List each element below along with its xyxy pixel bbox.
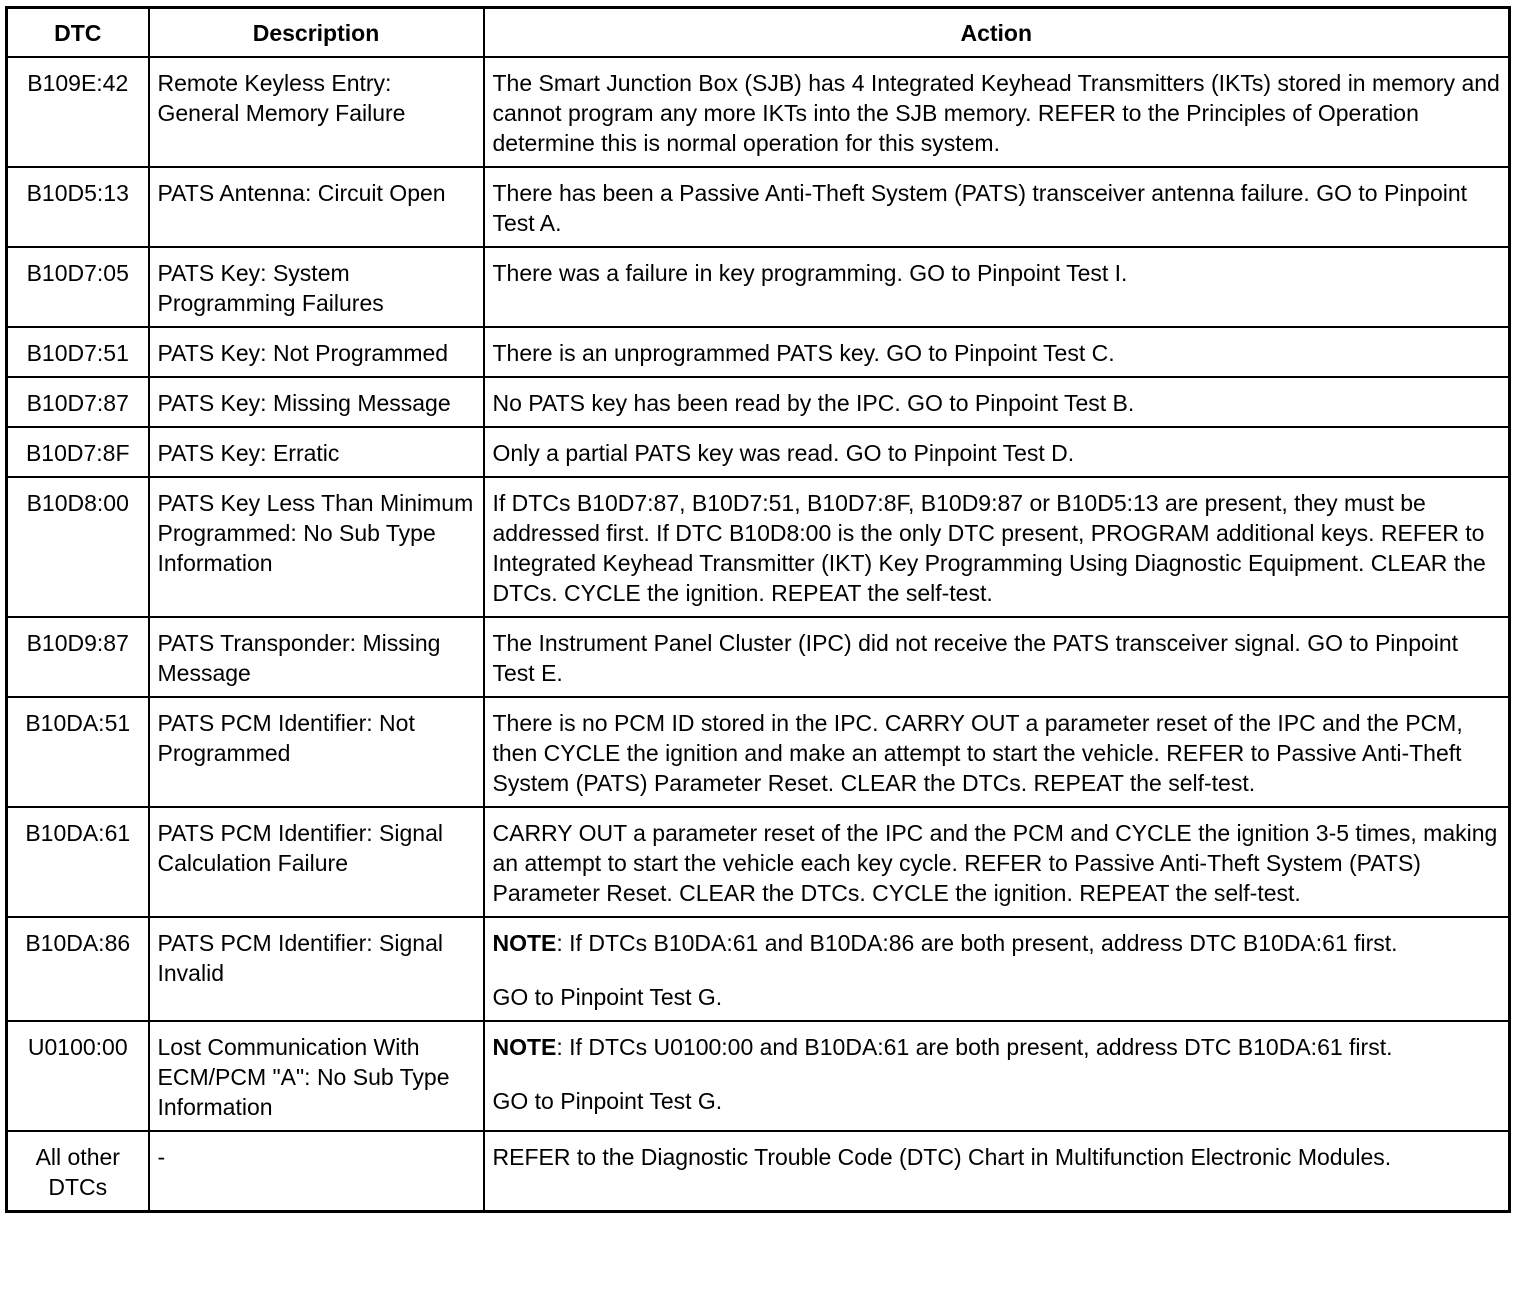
dtc-action: REFER to the Diagnostic Trouble Code (DTC) Chart in Multifunction Electronic Modules.	[484, 1131, 1510, 1212]
header-row	[7, 8, 1510, 58]
dtc-action: There is an unprogrammed PATS key. GO to Pinpoint Test C.	[484, 327, 1510, 377]
dtc-action	[484, 917, 1510, 1021]
dtc-description: Lost Communication With ECM/PCM "A": No Sub Type Information	[149, 1021, 484, 1131]
dtc-description: Remote Keyless Entry: General Memory Failure	[149, 57, 484, 167]
paragraph-gap	[493, 958, 1501, 982]
dtc-action: The Smart Junction Box (SJB) has 4 Integrated Keyhead Transmitters (IKTs) stored in memory and cannot program any more IKTs into the SJB memory. REFER to the Principles of Operation determine this is normal operation for this system.	[484, 57, 1510, 167]
table-row	[7, 917, 1510, 1021]
dtc-action: There is no PCM ID stored in the IPC. CARRY OUT a parameter reset of the IPC and the PCM, then CYCLE the ignition and make an attempt to start the vehicle. REFER to Passive Anti-Theft System (PATS) Parameter Reset. CLEAR the DTCs. REPEAT the self-test.	[484, 697, 1510, 807]
dtc-description: PATS Antenna: Circuit Open	[149, 167, 484, 247]
paragraph-gap	[493, 1062, 1501, 1086]
dtc-action: Only a partial PATS key was read. GO to Pinpoint Test D.	[484, 427, 1510, 477]
header-description: Description	[149, 8, 484, 58]
dtc-description: PATS Key: System Programming Failures	[149, 247, 484, 327]
dtc-code: U0100:00	[7, 1021, 149, 1131]
table-row	[7, 377, 1510, 427]
dtc-code: B10D7:51	[7, 327, 149, 377]
table-row	[7, 427, 1510, 477]
table-row	[7, 807, 1510, 917]
header-dtc: DTC	[7, 8, 149, 58]
dtc-code: B10DA:51	[7, 697, 149, 807]
table-row	[7, 327, 1510, 377]
table-header	[7, 8, 1510, 58]
action-note	[493, 928, 1501, 958]
dtc-code: B10DA:86	[7, 917, 149, 1021]
dtc-code: All other DTCs	[7, 1131, 149, 1212]
dtc-description: PATS PCM Identifier: Not Programmed	[149, 697, 484, 807]
dtc-action	[484, 1021, 1510, 1131]
table-row	[7, 697, 1510, 807]
dtc-action: There has been a Passive Anti-Theft System (PATS) transceiver antenna failure. GO to Pinpoint Test A.	[484, 167, 1510, 247]
dtc-description: PATS Key: Erratic	[149, 427, 484, 477]
dtc-action: The Instrument Panel Cluster (IPC) did not receive the PATS transceiver signal. GO to Pinpoint Test E.	[484, 617, 1510, 697]
action-text: GO to Pinpoint Test G.	[492, 1088, 723, 1114]
table-row	[7, 1131, 1510, 1212]
table-row	[7, 617, 1510, 697]
dtc-code: B10D5:13	[7, 167, 149, 247]
dtc-code: B10D7:87	[7, 377, 149, 427]
note-text: : If DTCs U0100:00 and B10DA:61 are both present, address DTC B10DA:61 first.	[556, 1034, 1393, 1060]
table-row	[7, 167, 1510, 247]
dtc-description: PATS Key: Not Programmed	[149, 327, 484, 377]
dtc-description: PATS PCM Identifier: Signal Invalid	[149, 917, 484, 1021]
note-text: : If DTCs B10DA:61 and B10DA:86 are both present, address DTC B10DA:61 first.	[556, 930, 1398, 956]
dtc-action: No PATS key has been read by the IPC. GO to Pinpoint Test B.	[484, 377, 1510, 427]
dtc-code: B109E:42	[7, 57, 149, 167]
dtc-code: B10D7:05	[7, 247, 149, 327]
dtc-action: If DTCs B10D7:87, B10D7:51, B10D7:8F, B10D9:87 or B10D5:13 are present, they must be addressed first. If DTC B10D8:00 is the only DTC present, PROGRAM additional keys. REFER to Integrated Keyhead Transmitter (IKT) Key Programming Using Diagnostic Equipment. CLEAR the DTCs. CYCLE the ignition. REPEAT the self-test.	[484, 477, 1510, 617]
action-note	[493, 1032, 1501, 1062]
table-row	[7, 1021, 1510, 1131]
dtc-action: There was a failure in key programming. GO to Pinpoint Test I.	[484, 247, 1510, 327]
dtc-description: -	[149, 1131, 484, 1212]
dtc-description: PATS Key Less Than Minimum Programmed: No Sub Type Information	[149, 477, 484, 617]
dtc-code: B10D8:00	[7, 477, 149, 617]
note-label: NOTE	[492, 930, 557, 956]
action-text: GO to Pinpoint Test G.	[492, 984, 723, 1010]
table-row	[7, 57, 1510, 167]
table-row	[7, 247, 1510, 327]
dtc-code: B10DA:61	[7, 807, 149, 917]
dtc-action: CARRY OUT a parameter reset of the IPC and the PCM and CYCLE the ignition 3-5 times, making an attempt to start the vehicle each key cycle. REFER to Passive Anti-Theft System (PATS) Parameter Reset. CLEAR the DTCs. CYCLE the ignition. REPEAT the self-test.	[484, 807, 1510, 917]
note-label: NOTE	[492, 1034, 557, 1060]
table-row	[7, 477, 1510, 617]
dtc-description: PATS Key: Missing Message	[149, 377, 484, 427]
header-action: Action	[484, 8, 1510, 58]
table-body	[7, 57, 1510, 1212]
dtc-code: B10D7:8F	[7, 427, 149, 477]
dtc-code: B10D9:87	[7, 617, 149, 697]
dtc-table	[5, 6, 1511, 1213]
dtc-description: PATS Transponder: Missing Message	[149, 617, 484, 697]
dtc-description: PATS PCM Identifier: Signal Calculation Failure	[149, 807, 484, 917]
